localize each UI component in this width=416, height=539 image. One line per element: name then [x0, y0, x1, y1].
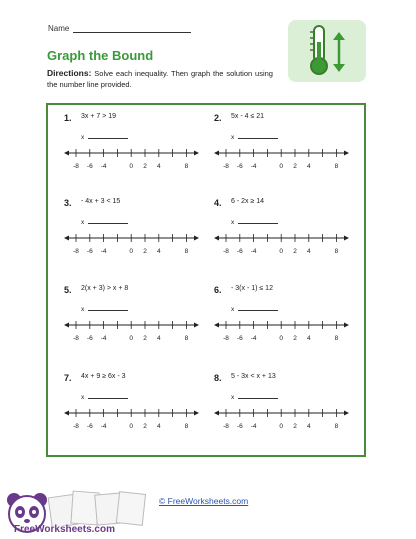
answer-blank[interactable] — [238, 310, 278, 311]
problem-3 — [64, 198, 214, 282]
number-line-label: -6 — [236, 335, 243, 342]
answer-blank[interactable] — [238, 398, 278, 399]
number-line-label: 4 — [306, 248, 311, 255]
number-line-label: 8 — [184, 423, 189, 430]
number-line-label: 0 — [129, 163, 134, 170]
number-line-label: -8 — [73, 163, 79, 170]
right-arrow-icon — [194, 151, 199, 156]
problem-number: 2. — [214, 113, 222, 123]
number-line-label: 8 — [184, 248, 189, 255]
number-line-label: -6 — [236, 163, 243, 170]
number-line-label: 0 — [279, 248, 284, 255]
number-line-label: 0 — [279, 163, 284, 170]
left-arrow-icon — [64, 151, 69, 156]
directions-label: Directions: — [47, 68, 92, 78]
number-line-label: 8 — [334, 423, 339, 430]
number-line[interactable] — [64, 147, 199, 171]
answer-blank[interactable] — [238, 138, 278, 139]
answer-variable: x — [231, 306, 235, 313]
problem-number: 5. — [64, 285, 72, 295]
number-line-label: 8 — [334, 248, 339, 255]
number-line-label: 2 — [293, 163, 297, 170]
number-line-label: 2 — [143, 248, 147, 255]
problem-6 — [214, 285, 364, 369]
number-line-label: 0 — [129, 248, 134, 255]
number-line-label: -8 — [73, 335, 79, 342]
number-line-label: -6 — [236, 423, 243, 430]
right-arrow-icon — [194, 236, 199, 241]
number-line-label: 2 — [143, 335, 147, 342]
right-arrow-icon — [344, 151, 349, 156]
left-arrow-icon — [64, 236, 69, 241]
answer-row — [231, 306, 278, 313]
page-title: Graph the Bound — [47, 48, 154, 63]
name-row — [48, 24, 191, 33]
answer-row — [81, 134, 128, 141]
number-line-label: 0 — [279, 423, 284, 430]
up-down-arrow-icon — [332, 32, 346, 72]
problem-4 — [214, 198, 364, 282]
problem-7 — [64, 373, 214, 457]
problems-panel — [46, 103, 366, 457]
answer-variable: x — [81, 306, 85, 313]
number-line-label: 8 — [184, 335, 189, 342]
number-line-label: -8 — [223, 423, 229, 430]
answer-blank[interactable] — [88, 223, 128, 224]
right-arrow-icon — [344, 236, 349, 241]
number-line-label: 2 — [293, 335, 297, 342]
problem-inequality: 4x + 9 ≥ 6x - 3 — [81, 373, 126, 380]
number-line-label: 4 — [306, 335, 311, 342]
problem-inequality: 3x + 7 > 19 — [81, 113, 117, 120]
problem-8 — [214, 373, 364, 457]
number-line-label: 8 — [184, 163, 189, 170]
site-logo — [0, 488, 160, 539]
answer-variable: x — [81, 394, 85, 401]
problem-2 — [214, 113, 364, 197]
number-line-label: -6 — [86, 248, 93, 255]
number-line-label: -4 — [100, 248, 107, 255]
number-line-label: -6 — [86, 335, 93, 342]
answer-variable: x — [231, 219, 235, 226]
answer-variable: x — [231, 394, 235, 401]
number-line-label: -4 — [100, 423, 107, 430]
problem-inequality: 2(x + 3) > x + 8 — [81, 285, 129, 292]
problem-number: 6. — [214, 285, 222, 295]
right-arrow-icon — [344, 411, 349, 416]
left-arrow-icon — [214, 151, 219, 156]
number-line-label: -6 — [86, 163, 93, 170]
problem-inequality: - 4x + 3 < 15 — [81, 198, 121, 205]
number-line-label: -4 — [100, 335, 107, 342]
problem-inequality: 6 - 2x ≥ 14 — [231, 198, 265, 205]
number-line-label: -4 — [250, 163, 257, 170]
copyright-link[interactable]: © FreeWorksheets.com — [159, 496, 249, 506]
number-line-label: 2 — [293, 423, 297, 430]
problem-5 — [64, 285, 214, 369]
number-line-label: -4 — [100, 163, 107, 170]
right-arrow-icon — [194, 323, 199, 328]
number-line-label: 0 — [129, 335, 134, 342]
answer-variable: x — [81, 219, 85, 226]
answer-blank[interactable] — [238, 223, 278, 224]
directions-text: Solve each inequality. Then graph the solution using the number line provided. — [47, 69, 273, 89]
problem-number: 4. — [214, 198, 222, 208]
number-line[interactable] — [214, 407, 349, 431]
answer-variable: x — [231, 134, 235, 141]
number-line-label: 8 — [334, 335, 339, 342]
number-line-label: 4 — [156, 423, 161, 430]
number-line[interactable] — [64, 319, 199, 343]
problem-number: 7. — [64, 373, 72, 383]
number-line-label: 8 — [334, 163, 339, 170]
number-line-label: -8 — [223, 248, 229, 255]
left-arrow-icon — [64, 411, 69, 416]
answer-blank[interactable] — [88, 138, 128, 139]
number-line-label: 0 — [279, 335, 284, 342]
number-line-label: -4 — [250, 335, 257, 342]
answer-variable: x — [81, 134, 85, 141]
logo-text: FreeWorksheets.com — [14, 524, 115, 535]
number-line[interactable] — [64, 407, 199, 431]
name-field[interactable] — [73, 32, 191, 33]
answer-row — [231, 219, 278, 226]
number-line-label: 0 — [129, 423, 134, 430]
answer-row — [231, 134, 278, 141]
worksheet-stack-icon — [48, 490, 148, 526]
number-line-label: 4 — [306, 163, 311, 170]
number-line-label: -6 — [236, 248, 243, 255]
number-line-label: -8 — [223, 335, 229, 342]
name-label: Name — [48, 24, 70, 33]
number-line-label: -8 — [223, 163, 229, 170]
left-arrow-icon — [64, 323, 69, 328]
right-arrow-icon — [194, 411, 199, 416]
number-line[interactable] — [214, 232, 349, 256]
number-line-label: -8 — [73, 423, 79, 430]
thermometer-badge — [288, 20, 366, 82]
problem-number: 8. — [214, 373, 222, 383]
answer-row — [231, 394, 278, 401]
left-arrow-icon — [214, 236, 219, 241]
problem-inequality: 5x - 4 ≤ 21 — [231, 113, 265, 120]
number-line-label: 4 — [306, 423, 311, 430]
number-line-label: 2 — [293, 248, 297, 255]
answer-row — [81, 394, 128, 401]
number-line-label: -8 — [73, 248, 79, 255]
number-line-label: -4 — [250, 248, 257, 255]
problem-inequality: - 3(x - 1) ≤ 12 — [231, 285, 273, 292]
left-arrow-icon — [214, 411, 219, 416]
number-line-label: 4 — [156, 335, 161, 342]
number-line-label: -6 — [86, 423, 93, 430]
directions — [47, 68, 273, 90]
thermometer-icon — [288, 20, 366, 82]
problem-inequality: 5 - 3x < x + 13 — [231, 373, 276, 380]
problem-number: 1. — [64, 113, 72, 123]
answer-row — [81, 306, 128, 313]
answer-blank[interactable] — [88, 310, 128, 311]
number-line-label: 2 — [143, 423, 147, 430]
number-line[interactable] — [214, 147, 349, 171]
left-arrow-icon — [214, 323, 219, 328]
number-line[interactable] — [214, 319, 349, 343]
number-line[interactable] — [64, 232, 199, 256]
number-line-label: 4 — [156, 163, 161, 170]
number-line-label: 2 — [143, 163, 147, 170]
number-line-label: 4 — [156, 248, 161, 255]
right-arrow-icon — [344, 323, 349, 328]
answer-row — [81, 219, 128, 226]
problem-1 — [64, 113, 214, 197]
problem-number: 3. — [64, 198, 72, 208]
number-line-label: -4 — [250, 423, 257, 430]
answer-blank[interactable] — [88, 398, 128, 399]
